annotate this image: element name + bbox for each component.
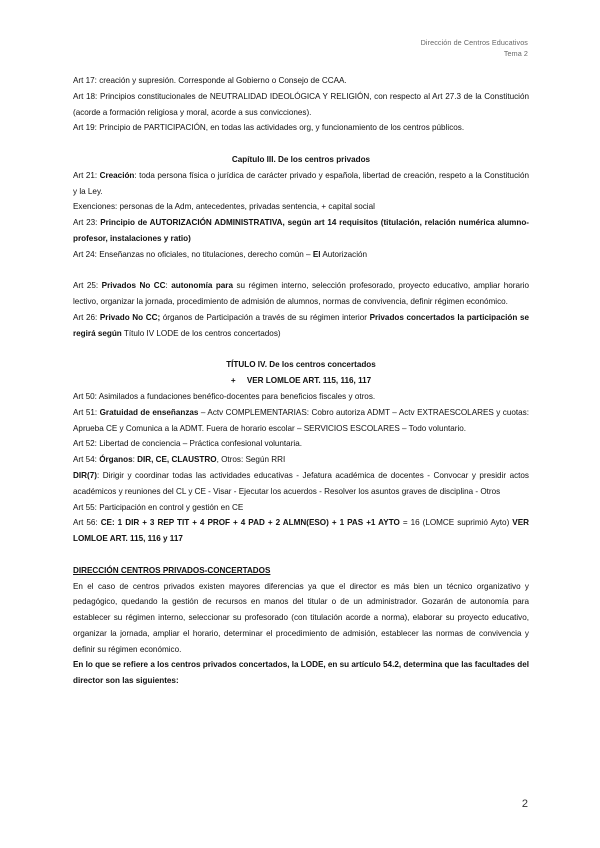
- paragraph-dir: DIR(7): Dirigir y coordinar todas las actividades educativas - Jefatura académica de docentes - Convocar y presidir actos académicos y reuniones del CL y CE - Visar - Ejecutar los acuerdos - Resolver los asuntos graves de disciplina - Otros: [73, 470, 529, 496]
- paragraph-art54: Art 54: Órganos: DIR, CE, CLAUSTRO, Otros: Según RRI: [73, 455, 286, 465]
- paragraph-art52: Art 52: Libertad de conciencia – Práctica confesional voluntaria.: [73, 439, 302, 449]
- paragraph-art19: Art 19: Principio de PARTICIPACIÓN, en todas las actividades org, y funcionamiento de los centros públicos.: [73, 123, 465, 133]
- running-header: [421, 37, 528, 59]
- paragraph-art23: Art 23: Principio de AUTORIZACIÓN ADMINISTRATIVA, según art 14 requisitos (titulación, relación numérica alumno-profesor, instalaciones y ratio): [73, 218, 529, 243]
- paragraph-art17: Art 17: creación y supresión. Corresponde al Gobierno o Consejo de CCAA.: [73, 76, 347, 85]
- paragraph-art51: Art 51: Gratuidad de enseñanzas – Actv COMPLEMENTARIAS: Cobro autoriza ADMT – Actv EXTRAESCOLARES y cuotas: Aprueba CE y Comunica a la ADMT. Fuera de horario escolar – SERVICIOS ESCOLARES – Todo voluntario.: [73, 407, 529, 433]
- paragraph-privados: En el caso de centros privados existen mayores diferencias ya que el director es más bien un técnico organizativo y pedagógico, quedando la gestión de recursos en manos del titular o de un administrador. Gozarán de autonomía para establecer su régimen interno, seleccionar su profesorado (con titulación acorde a norma), elaborar su proyecto educativo, organizar la jornada, ampliar el horario, determinar el procedimiento de admisión, establecer las normas de convivencia y definir su régimen económico.: [73, 581, 529, 654]
- chapter-iii-heading: Capítulo III. De los centros privados: [231, 154, 371, 164]
- section-heading-direccion: DIRECCIÓN CENTROS PRIVADOS-CONCERTADOS: [73, 565, 271, 575]
- page-number: 2: [521, 798, 528, 810]
- see-lomloe-heading: + VER LOMLOE ART. 115, 116, 117: [230, 376, 372, 386]
- paragraph-art50: Art 50: Asimilados a fundaciones benéfico-docentes para beneficios fiscales y otros.: [73, 391, 376, 401]
- paragraph-art56: Art 56: CE: 1 DIR + 3 REP TIT + 4 PROF + 4 PAD + 2 ALMN(ESO) + 1 PAS +1 AYTO = 16 (LOMCE suprimió Ayto) VER LOMLOE ART. 115, 116 y 117: [73, 518, 529, 544]
- title-iv-heading: TÍTULO IV. De los centros concertados: [226, 360, 376, 370]
- paragraph-art25: Art 25: Privados No CC: autonomía para su régimen interno, selección profesorado, proyecto educativo, ampliar horario lectivo, organizar la jornada, procedimiento de admisión de alumnos, normas de convivencia, definir régimen económico.: [73, 281, 530, 307]
- document-body: [73, 73, 529, 689]
- header-topic: Tema 2: [503, 49, 528, 58]
- paragraph-art55: Art 55: Participación en control y gestión en CE: [73, 502, 244, 512]
- paragraph-exenciones: Exenciones: personas de la Adm, antecedentes, privadas sentencia, + capital social: [73, 202, 375, 212]
- paragraph-art26: Art 26: Privado No CC; órganos de Participación a través de su régimen interior Privados concertados la participación se regirá según Título IV LODE de los centros concertados): [73, 312, 529, 338]
- paragraph-art21: Art 21: Creación: toda persona física o jurídica de carácter privado y española, libertad de creación, respeto a la Constitución y la Ley.: [73, 170, 529, 196]
- header-title: Dirección de Centros Educativos: [420, 38, 528, 47]
- paragraph-art24: Art 24: Enseñanzas no oficiales, no titulaciones, derecho común – El Autorización: [73, 249, 368, 259]
- paragraph-lode-facultades: En lo que se refiere a los centros privados concertados, la LODE, en su artículo 54.2, determina que las facultades del director son las siguientes:: [73, 660, 529, 686]
- paragraph-art18: Art 18: Principios constitucionales de NEUTRALIDAD IDEOLÓGICA Y RELIGIÓN, con respecto al Art 27.3 de la Constitución (acorde a formación religiosa y moral, acorde a sus convicciones).: [73, 91, 529, 117]
